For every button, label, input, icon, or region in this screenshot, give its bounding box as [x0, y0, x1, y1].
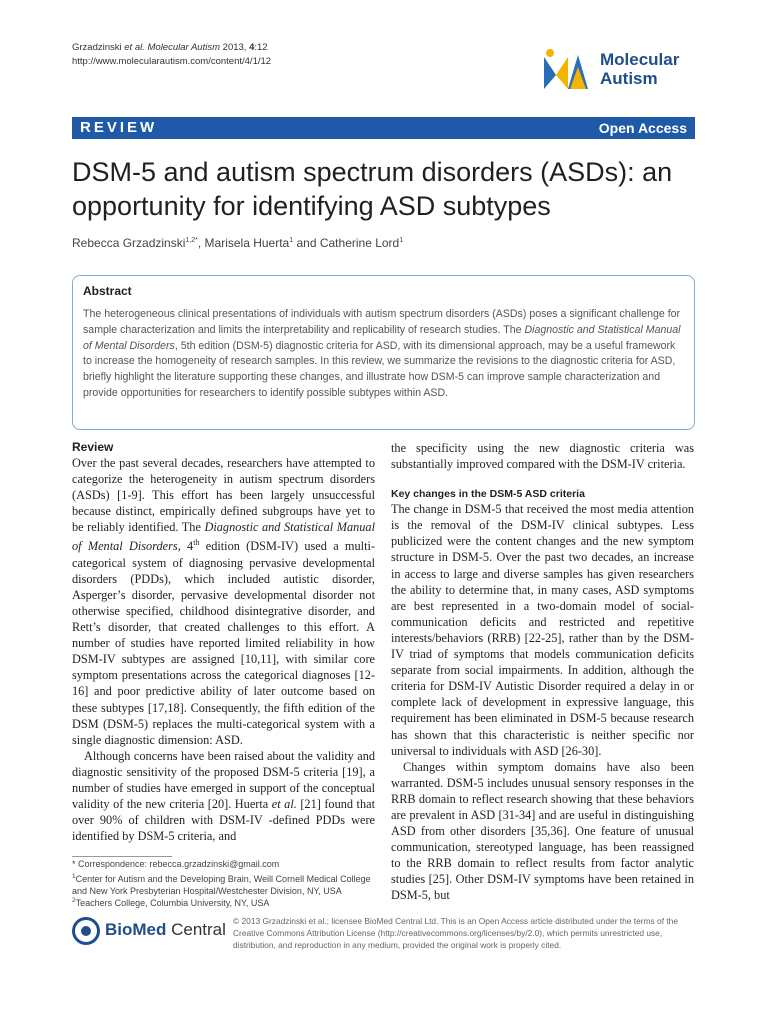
- article-title: DSM-5 and autism spectrum disorders (ASDs): an opportunity for identifying ASD subtypes: [72, 157, 673, 221]
- abstract-text: [83, 307, 684, 402]
- journal-name: [600, 50, 679, 88]
- author-name: Rebecca Grzadzinski: [72, 236, 186, 250]
- journal-name-line1: Molecular: [600, 50, 680, 69]
- publisher-logo: [72, 917, 226, 949]
- para-text: edition (DSM-IV) used a multi-categorical system of diagnosing pervasive developmental disorders (PDDs), which included autistic disorder, Asperger’s disorder, pervasive developmental disorder not otherwise specified, childhood disintegrative disorder, and Rett’s disorder, that created challenges to this effort. A number of studies have reported limited reliability in how DSM-IV subtypes are assigned [10,11], with similar core symptom presentations across the categorical diagnoses [12-16] and poor predictive ability of later outcome based on these subtypes [17,18]. Consequently, the fifth edition of the DSM (DSM-5) replaces the multi-categorical system with a single diagnostic dimension: ASD.: [72, 539, 375, 747]
- journal-name-line2: Autism: [600, 69, 658, 88]
- affiliation-number: 1: [72, 873, 76, 880]
- biomed-central-logo-icon: [72, 917, 100, 945]
- author-affiliation: 1: [399, 237, 404, 244]
- subsection-heading: Key changes in the DSM-5 ASD criteria: [391, 488, 585, 501]
- body-column-right: [391, 440, 694, 904]
- abstract-heading: Abstract: [83, 284, 132, 298]
- citation-authors: Grzadzinski: [72, 42, 125, 53]
- abstract-text-italic: Diagnostic and Statistical Manual of Mental Disorders: [83, 323, 681, 352]
- publisher-name-bold: BioMed: [105, 920, 167, 939]
- open-access-label: Open Access: [598, 120, 687, 136]
- author-affiliation: 1: [289, 237, 294, 244]
- author-separator: ,: [197, 236, 205, 250]
- para-superscript: th: [193, 538, 200, 548]
- body-paragraph: The change in DSM-5 that received the most media attention is the removal of the DSM-IV clinical subtypes. Less publicized were the content changes and the new symptom structure in DSM-5. Over the past two decades, an increase in access to large and diverse samples has given researchers the ability to determine that, in many cases, ASD symptoms are best represented in a two-domain model of social-communication deficits and restricted and repetitive interests/behaviors (RRB) [22-25], rather than by the DSM-IV triad of symptoms that models communication deficits separate from social impairments. In addition, although the criteria for DSM-IV Autistic Disorder required a delay in or complete lack of development in expressive language, this requirement has been eliminated in DSM-5 because research has shown that this characteristic is neither specific nor universal to individuals with ASD [26-30].: [391, 502, 694, 758]
- footnote-divider: [72, 856, 172, 857]
- author-name: Catherine Lord: [319, 236, 400, 250]
- para-text: Over the past several decades, researchers have attempted to categorize the heterogeneity in autism spectrum disorders (ASDs) [1-9]. This effort has been largely unsuccessful because distinct, empirically defined subgroups have yet to be reliably identified. The: [72, 456, 375, 535]
- affiliation-text: Teachers College, Columbia University, NY, USA: [75, 898, 270, 908]
- copyright-notice: © 2013 Grzadzinski et al.; licensee BioMed Central Ltd. This is an Open Access article distributed under the terms of the Creative Commons Attribution License (http://creativecommons.org/licenses/by/2.0), which permits unrestricted use, distribution, and reproduction in any medium, provided the original work is properly cited.: [233, 916, 678, 950]
- para-italic: et al.: [271, 797, 297, 812]
- abstract-text-b: , 5th edition (DSM-5) diagnostic criteria for ASD, with its dimensional approach, may be a useful framework to increase the homogeneity of research samples. In this review, we summarize the revisions to the diagnostic criteria for ASD, briefly highlight the literature supporting these changes, and illustrate how DSM-5 can improve sample characterization and provide opportunities for researchers to identify possible subtypes within ASD.: [83, 339, 676, 399]
- abstract-box: [72, 275, 695, 430]
- molecular-autism-logo-icon: [540, 45, 590, 95]
- citation-volume: 4: [249, 42, 255, 53]
- para-text: , 4: [177, 539, 194, 554]
- publisher-name: [105, 920, 226, 940]
- author-affiliation: 1,2*: [185, 237, 198, 244]
- affiliation-note: [72, 871, 372, 897]
- body-column-left: [72, 440, 375, 844]
- article-type-label: REVIEW: [80, 119, 158, 136]
- para-italic: Diagnostic and Statistical Manual of Mental Disorders: [72, 520, 376, 554]
- para-text: [21] found that over 90% of children with DSM-IV -defined PDDs were identified by DSM-5 criteria, and: [72, 797, 375, 844]
- citation-year: 2013,: [220, 42, 250, 53]
- abstract-text-a: The heterogeneous clinical presentations of individuals with autism spectrum disorders (ASDs) poses a significant challenge for sample characterization and limits the interpretability and replicability of research studies. The: [83, 308, 681, 336]
- body-paragraph: [72, 748, 375, 845]
- running-citation: [72, 41, 268, 55]
- author-name: Marisela Huerta: [204, 236, 290, 250]
- journal-logo: [540, 45, 700, 95]
- correspondence-note: * Correspondence: rebecca.grzadzinski@gmail.com: [72, 859, 280, 869]
- author-list: [72, 233, 692, 251]
- citation-etal: et al. Molecular Autism: [124, 42, 221, 53]
- affiliation-text: Center for Autism and the Developing Brain, Weill Cornell Medical College and New York Presbyterian Hospital/Westchester Division, NY, USA: [72, 874, 371, 896]
- publisher-name-light: Central: [166, 920, 226, 939]
- body-paragraph: Changes within symptom domains have also been warranted. DSM-5 includes unusual sensory responses in the RRB domain to reflect research showing that these behaviors are prevalent in ASD [31-34] and are useful in distinguishing ASD from other disorders [35,36]. One feature of unusual communication, stereotyped language, has been reassigned to the RRB domain to reflect results from factor analytic studies [25]. Other DSM-IV symptoms have been retained in DSM-5, but: [391, 759, 694, 903]
- para-text: Although concerns have been raised about the validity and diagnostic sensitivity of the proposed DSM-5 criteria [19], a number of studies have emerged in support of the conceptual validity of the new criteria [20]. Huerta: [72, 748, 375, 812]
- article-url[interactable]: http://www.molecularautism.com/content/4/1/12: [72, 56, 272, 67]
- author-separator: and: [293, 236, 320, 250]
- affiliation-number: 2: [72, 897, 76, 904]
- section-heading-review: Review: [72, 440, 114, 454]
- body-paragraph: [72, 455, 375, 748]
- affiliation-note: [72, 895, 372, 910]
- article-type-band: [72, 117, 695, 139]
- citation-page: :12: [254, 42, 268, 53]
- body-paragraph: the specificity using the new diagnostic criteria was substantially improved compared with the DSM-IV criteria.: [391, 441, 694, 472]
